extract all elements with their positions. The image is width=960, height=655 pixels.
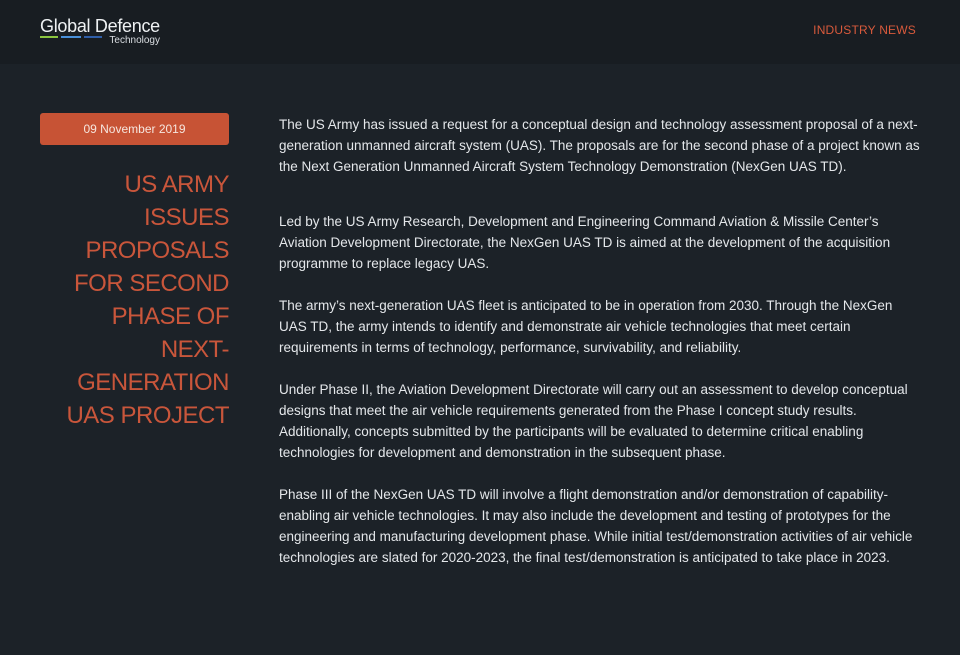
article-paragraph: The army’s next-generation UAS fleet is anticipated to be in operation from 2030. Through the NexGen UAS TD, the army intends to identify and demonstrate air vehicle technologies that meet certain requirements in terms of technology, performance, survivability, and reliability. xyxy=(279,298,893,355)
article-paragraph: Under Phase II, the Aviation Development Directorate will carry out an assessment to develop conceptual designs that meet the air vehicle requirements generated from the Phase I concept study results. Additionally, concepts submitted by the participants will be evaluated to determine critical enabling technologies for development and demonstration in the subsequent phase. xyxy=(279,382,908,460)
logo-bar-blue xyxy=(61,36,81,38)
article-body xyxy=(279,114,921,568)
industry-news-link[interactable]: INDUSTRY NEWS xyxy=(813,23,916,37)
logo-bar-darkblue xyxy=(84,36,102,38)
site-header xyxy=(0,0,960,64)
site-logo[interactable] xyxy=(40,16,162,48)
article-paragraph: Phase III of the NexGen UAS TD will involve a flight demonstration and/or demonstration of capability-enabling air vehicle technologies. It may also include the development and testing of prototypes for the engineering and manufacturing development phase. While initial test/demonstration activities of air vehicle technologies are slated for 2020-2023, the final test/demonstration is anticipated to take place in 2023. xyxy=(279,487,913,565)
logo-bar-green xyxy=(40,36,58,38)
article-paragraph: The US Army has issued a request for a conceptual design and technology assessment proposal of a next-generation unmanned aircraft system (UAS). The proposals are for the second phase of a project known as the Next Generation Unmanned Aircraft System Technology Demonstration (NexGen UAS TD). xyxy=(279,117,920,174)
article-date-badge: 09 November 2019 xyxy=(40,113,229,145)
logo-main-text: Global Defence xyxy=(40,16,160,36)
article-paragraph: Led by the US Army Research, Development and Engineering Command Aviation & Missile Center’s Aviation Development Directorate, the NexGen UAS TD is aimed at the development of the acquisition programme to replace legacy UAS. xyxy=(279,214,891,271)
logo-sub-text: Technology xyxy=(109,35,160,46)
article-headline: US ARMY ISSUES PROPOSALS FOR SECOND PHASE OF NEXT-GENERATION UAS PROJECT xyxy=(66,171,229,429)
